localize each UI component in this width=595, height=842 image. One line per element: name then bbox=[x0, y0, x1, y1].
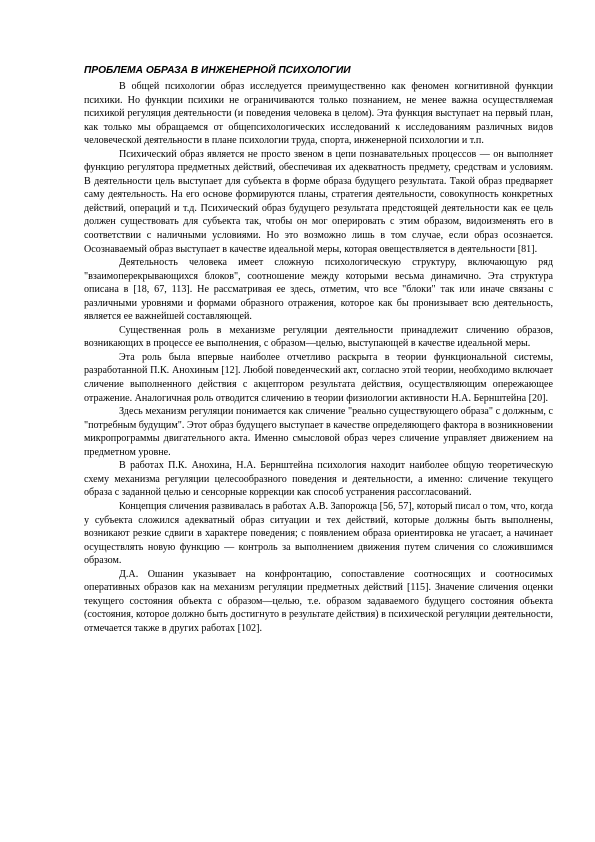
paragraph-2: Психический образ является не просто звеном в цепи познавательных процессов — он выполняет функцию регулятора предметных действий, обеспечивая их адекватность предмету, средствам и условиям. В деятельности цель выступает для субъекта в форме образа будущего результата. Такой образ предваряет саму деятельность. На его основе формируются планы, стратегия деятельности, совокупность конкретных действий, операций и т.д. Психический образ будущего результата предстоящей деятельности как ее цель должен существовать для субъекта так, чтобы он мог оперировать с этим образом, видоизменять его в соответствии с наличными условиями. Но это возможно лишь в том случае, если образ осознается. Осознаваемый образ выступает в качестве идеальной меры, которая овеществляется в деятельности [81]. bbox=[84, 148, 553, 255]
paragraph-6: Здесь механизм регуляции понимается как сличение "реально существующего образа" с должным, с "потребным будущим". Этот образ будущего выступает в качестве определяющего фактора в возникновении микропрограммы двигательного акта. Именно смысловой образ через сличение управляет движением на предметном уровне. bbox=[84, 406, 553, 458]
paragraph-5: Эта роль была впервые наиболее отчетливо раскрыта в теории функциональной системы, разработанной П.К. Анохиным [12]. Любой поведенческий акт, согласно этой теории, необходимо включает сличение выполненного действия с акцептором результата действия, осуществляющим опережающее отражение. Аналогичная роль отводится сличению в теории физиологии активности Н.А. Бернштейна [20]. bbox=[84, 351, 553, 404]
document-page bbox=[84, 64, 553, 635]
paragraph-7: В работах П.К. Анохина, Н.А. Бернштейна психология находит наиболее общую теоретическую схему механизма регуляции целесообразного поведения и деятельности, а именно: сличение текущего образа с заданной целью и сенсорные коррекции как способ устранения рассогласований. bbox=[84, 460, 553, 499]
paragraph-8: Концепция сличения развивалась в работах А.В. Запорожца [56, 57], который писал о том, что, когда у субъекта сложился адекватный образ ситуации и тех действий, которые должны быть выполнены, возникают резкие сдвиги в характере поведения; с появлением образа ориентировка не угасает, а начинает осуществлять новую функцию — контроль за выполнением движения путем сличения со сложившимся образом. bbox=[84, 500, 553, 567]
paragraph-9: Д.А. Ошанин указывает на конфронтацию, сопоставление соотносящих и соотносимых оперативных образов как на механизм регуляции предметных действий [115]. Значение сличения оценки текущего состояния объекта с образом—целью, т.е. образом задаваемого будущего состояния объекта (состояния, которое должно быть достигнуто в результате действия) в психической регуляции деятельности, отмечается также в других работах [102]. bbox=[84, 568, 553, 634]
paragraph-4: Существенная роль в механизме регуляции деятельности принадлежит сличению образов, возникающих в процессе ее выполнения, с образом—целью, выступающей в качестве идеальной меры. bbox=[84, 324, 553, 350]
paragraph-1: В общей психологии образ исследуется преимущественно как феномен когнитивной функции психики. Но функции психики не ограничиваются только познанием, не менее важна осуществляемая психикой регуляция деятельности (и поведения человека в целом). Эта функция выступает на первый план, как только мы обращаемся от общепсихологических исследований к исследованиям различных видов человеческой деятельности в плане психологии труда, спорта, инженерной психологии и т.п. bbox=[84, 81, 553, 147]
paragraph-3: Деятельность человека имеет сложную психологическую структуру, включающую ряд "взаимоперекрывающихся блоков", соотношение между которыми весьма динамично. Эта структура описана в [18, 67, 113]. Не рассматривая ее здесь, отметим, что все "блоки" так или иначе связаны с различными уровнями и формами образного отражения, которое как бы пронизывает всю деятельность, является ее важнейшей составляющей. bbox=[84, 257, 553, 323]
document-title: ПРОБЛЕМА ОБРАЗА В ИНЖЕНЕРНОЙ ПСИХОЛОГИИ bbox=[84, 65, 351, 76]
